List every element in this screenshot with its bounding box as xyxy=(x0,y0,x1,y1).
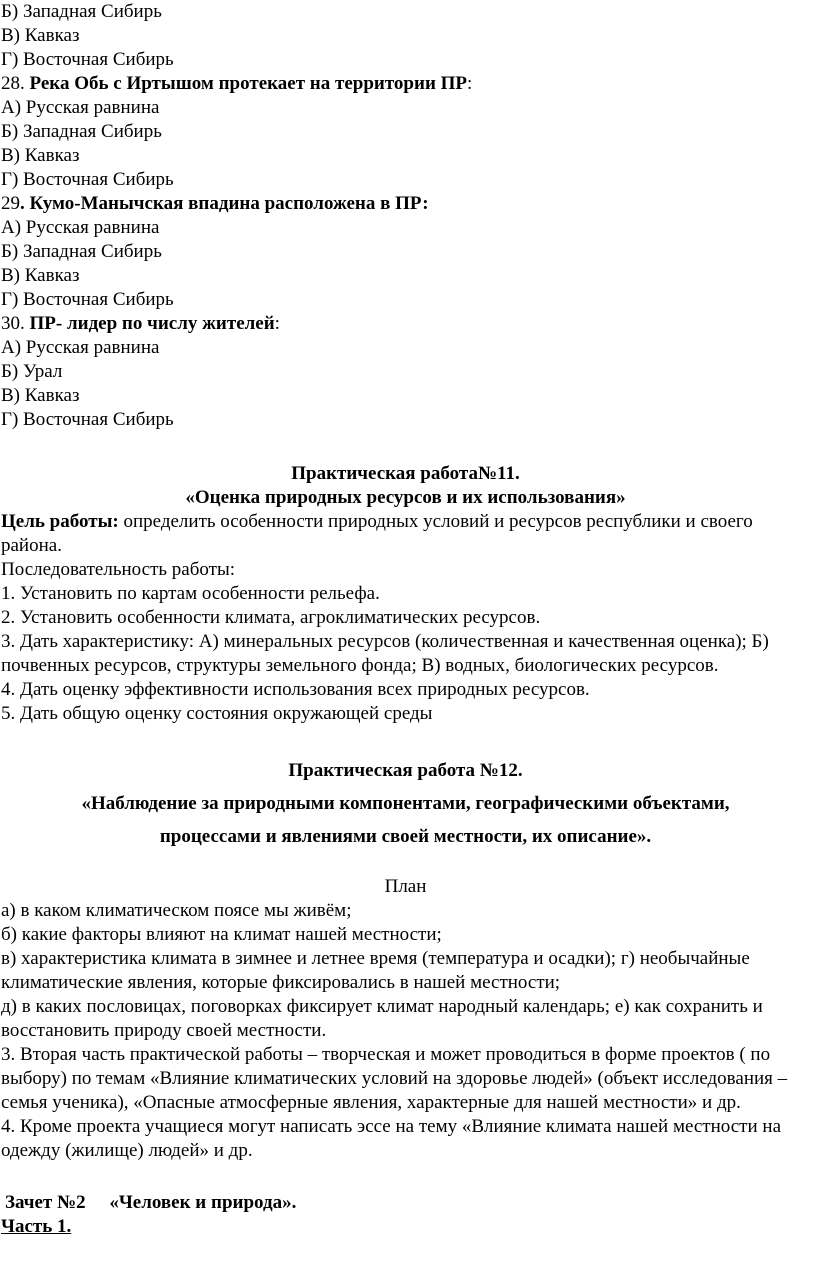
question-colon: : xyxy=(274,313,280,334)
goal-label: Цель работы: xyxy=(1,511,119,532)
practical-work-11 xyxy=(1,462,810,726)
section-subtitle-line-2: процессами и явлениями своей местности, их описание». xyxy=(159,826,652,847)
question-body: ПР- лидер по числу жителей xyxy=(29,313,275,334)
step: 1. Установить по картам особенности рельефа. xyxy=(1,583,380,604)
question-text xyxy=(1,312,810,336)
step: 2. Установить особенности климата, агроклиматических ресурсов. xyxy=(1,607,541,628)
section-title: Практическая работа№11. xyxy=(291,463,520,484)
question-30 xyxy=(1,312,810,432)
option: В) Кавказ xyxy=(1,145,80,166)
plan-item: а) в каком климатическом поясе мы живём; xyxy=(1,900,352,921)
question-body: . Кумо-Манычская впадина расположена в ПР: xyxy=(20,193,429,214)
step: 4. Дать оценку эффективности использования всех природных ресурсов. xyxy=(1,679,590,700)
option: Г) Восточная Сибирь xyxy=(1,409,174,430)
plan-item: 3. Вторая часть практической работы – творческая и может проводиться в форме проектов ( по выбору) по темам «Влияние климатических условий на здоровье людей» (объект исследования – семья ученика), «Опасные атмосферные явления, характерные для нашей местности» и др. xyxy=(1,1044,788,1113)
plan-item: б) какие факторы влияют на климат нашей местности; xyxy=(1,924,442,945)
question-number: 29 xyxy=(1,193,20,214)
question-number: 28. xyxy=(1,73,25,94)
option: А) Русская равнина xyxy=(1,97,160,118)
goal-paragraph xyxy=(1,510,810,558)
question-28 xyxy=(1,72,810,192)
option: А) Русская равнина xyxy=(1,217,160,238)
section-subtitle-line-1: «Наблюдение за природными компонентами, географическими объектами, xyxy=(81,793,730,814)
option: Б) Западная Сибирь xyxy=(1,121,162,142)
step: 5. Дать общую оценку состояния окружающей среды xyxy=(1,703,433,724)
document-page xyxy=(1,0,810,1239)
option: А) Русская равнина xyxy=(1,337,160,358)
zachet-title: Зачет №2 «Человек и природа». xyxy=(5,1192,297,1213)
zachet-part: Часть 1. xyxy=(1,1216,72,1237)
question-text xyxy=(1,192,810,216)
question-text xyxy=(1,72,810,96)
question-body: Река Обь с Иртышом протекает на территории ПР xyxy=(29,73,468,94)
step: 3. Дать характеристику: А) минеральных ресурсов (количественная и качественная оценка); Б) почвенных ресурсов, структуры земельного фонда; В) водных, биологических ресурсов. xyxy=(1,631,769,676)
plan-item: 4. Кроме проекта учащиеся могут написать эссе на тему «Влияние климата нашей местности на одежду (жилище) людей» и др. xyxy=(1,1116,782,1161)
option: Б) Западная Сибирь xyxy=(1,241,162,262)
option: Г) Восточная Сибирь xyxy=(1,289,174,310)
option: В) Кавказ xyxy=(1,265,80,286)
goal-text: определить особенности природных условий и ресурсов республики и своего района. xyxy=(1,511,753,556)
practical-work-12 xyxy=(1,754,810,1163)
question-number: 30. xyxy=(1,313,25,334)
plan-item: в) характеристика климата в зимнее и летнее время (температура и осадки); г) необычайные климатические явления, которые фиксировались в нашей местности; xyxy=(1,948,750,993)
question-27-options xyxy=(1,0,810,72)
question-colon: : xyxy=(467,73,473,94)
plan-item: д) в каких пословицах, поговорках фиксирует климат народный календарь; е) как сохранить и восстановить природу своей местности. xyxy=(1,996,763,1041)
plan-label: План xyxy=(384,876,427,897)
sequence-label: Последовательность работы: xyxy=(1,559,235,580)
option: Б) Западная Сибирь xyxy=(1,1,162,22)
option: Г) Восточная Сибирь xyxy=(1,49,174,70)
option: В) Кавказ xyxy=(1,25,80,46)
option: Г) Восточная Сибирь xyxy=(1,169,174,190)
section-subtitle: «Оценка природных ресурсов и их использования» xyxy=(185,487,626,508)
zachet-section xyxy=(1,1191,810,1239)
option: В) Кавказ xyxy=(1,385,80,406)
question-29 xyxy=(1,192,810,312)
option: Б) Урал xyxy=(1,361,63,382)
section-title: Практическая работа №12. xyxy=(288,760,523,781)
